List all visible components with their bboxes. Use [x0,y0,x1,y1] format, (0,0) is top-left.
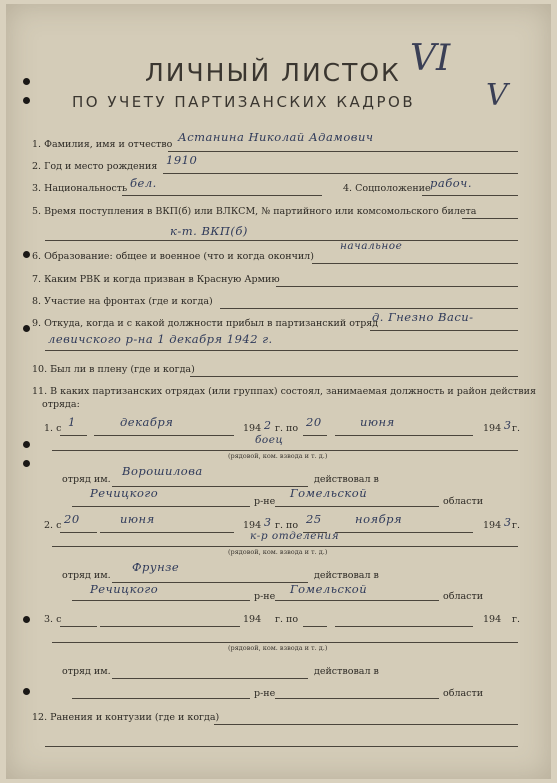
entry-1-from-day: 1 [68,415,76,429]
entry-1-district: Речицкого [90,486,159,500]
entry-2-g: г. [512,520,520,531]
entry-3-role-hint: (рядовой, ком. взвода и т. д.) [228,644,328,652]
entry-1-acted-in: действовал в [314,474,379,485]
entry-2-to-day: 25 [306,512,322,526]
entry-3-from-year-prefix: 194 [243,614,262,625]
entry-2-district-suffix: р-не [254,591,276,602]
entry-2-to-month: ноября [355,512,403,526]
entry-1-role: боец [255,434,284,446]
field-5-label: 5. Время поступления в ВКП(б) или ВЛКСМ, № партийного или комсомольского билета [32,206,477,217]
field-11-label-cont: отряда: [42,399,80,410]
entry-2-g-po: г. по [275,520,299,531]
binder-hole [23,97,30,104]
entry-2-to-year-prefix: 194 [483,520,502,531]
entry-2-district: Речицкого [90,582,159,596]
entry-1-detachment: Ворошилова [122,464,203,478]
field-9-label: 9. Откуда, когда и с какой должности прибыл в партизанский отряд [32,318,379,329]
binder-hole [23,441,30,448]
entry-2-detachment-prefix: отряд им. [62,570,111,581]
entry-3-acted-in: действовал в [314,666,379,677]
entry-1-to-month: июня [360,415,395,429]
field-6-value: начальное [340,240,403,252]
binder-hole [23,78,30,85]
entry-2-detachment: Фрунзе [132,560,180,574]
check-mark: V [486,78,508,113]
entry-2-region: Гомельской [290,582,368,596]
entry-1-district-suffix: р-не [254,496,276,507]
entry-2-role: к-р отделения [250,530,340,542]
field-7-label: 7. Каким РВК и когда призван в Красную Армию [32,274,280,285]
field-9-value-2: левичского р-на 1 декабря 1942 г. [48,332,273,346]
field-5-value: к-т. ВКП(б) [170,224,248,238]
entry-1-role-hint: (рядовой, ком. взвода и т. д.) [228,452,328,460]
field-4-value: рабоч. [430,176,472,190]
entry-3-g-po: г. по [275,614,299,625]
field-4-label: 4. Соцположение [343,183,431,194]
field-9-value-1: д. Гнезно Васи- [372,310,474,324]
entry-1-g-po: г. по [275,423,299,434]
entry-1-from-year-digit: 2 [264,419,272,432]
entry-2-num: 2. с [44,520,62,531]
entry-3-region-suffix: области [443,688,484,699]
entry-1-to-day: 20 [306,415,322,429]
entry-3-num: 3. с [44,614,62,625]
entry-2-role-hint: (рядовой, ком. взвода и т. д.) [228,548,328,556]
entry-1-from-month: декабря [120,415,174,429]
entry-3-district-suffix: р-не [254,688,276,699]
entry-3-detachment-prefix: отряд им. [62,666,111,677]
entry-1-detachment-prefix: отряд им. [62,474,111,485]
binder-hole [23,460,30,467]
page-subtitle: ПО УЧЕТУ ПАРТИЗАНСКИХ КАДРОВ [72,93,416,111]
binder-hole [23,251,30,258]
entry-2-from-month: июня [120,512,155,526]
field-11-label: 11. В каких партизанских отрядах (или группах) состоял, занимаемая должность и район действия [32,386,536,397]
page-title: ЛИЧНЫЙ ЛИСТОК [145,58,401,87]
field-1-value: Астанина Николай Адамович [178,130,374,144]
corner-handwritten-mark: VI [410,38,451,79]
entry-1-region: Гомельской [290,486,368,500]
entry-2-region-suffix: области [443,591,484,602]
field-3-label: 3. Национальность [32,183,128,194]
entry-3-to-year-prefix: 194 [483,614,502,625]
entry-2-from-day: 20 [64,512,80,526]
field-12-label: 12. Ранения и контузии (где и когда) [32,712,220,723]
entry-3-g: г. [512,614,520,625]
entry-1-num: 1. с [44,423,62,434]
binder-hole [23,688,30,695]
entry-2-to-year-digit: 3 [504,516,512,529]
binder-hole [23,616,30,623]
entry-2-from-year-digit: 3 [264,516,272,529]
entry-1-to-year-digit: 3 [504,419,512,432]
field-10-label: 10. Был ли в плену (где и когда) [32,364,195,375]
field-1-label: 1. Фамилия, имя и отчество [32,139,173,150]
entry-1-to-year-prefix: 194 [483,423,502,434]
entry-2-acted-in: действовал в [314,570,379,581]
entry-2-from-year-prefix: 194 [243,520,262,531]
field-6-label: 6. Образование: общее и военное (что и когда окончил) [32,251,314,262]
entry-1-region-suffix: области [443,496,484,507]
entry-1-g: г. [512,423,520,434]
field-8-label: 8. Участие на фронтах (где и когда) [32,296,213,307]
binder-hole [23,325,30,332]
entry-1-from-year-prefix: 194 [243,423,262,434]
field-3-value: бел. [130,176,157,190]
field-2-value: 1910 [166,153,198,167]
field-2-label: 2. Год и место рождения [32,161,158,172]
